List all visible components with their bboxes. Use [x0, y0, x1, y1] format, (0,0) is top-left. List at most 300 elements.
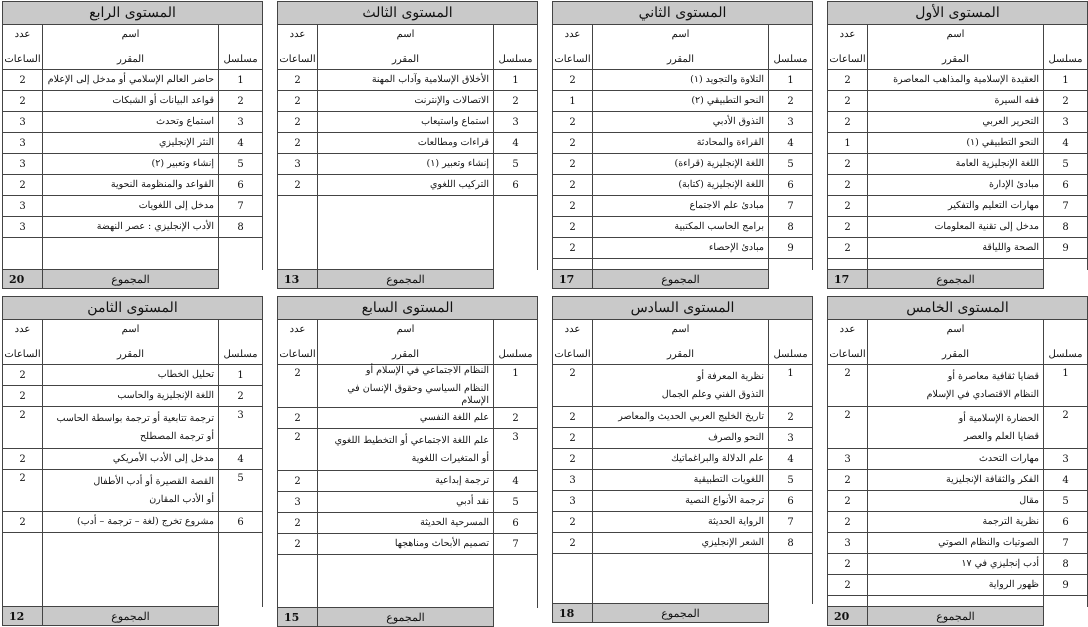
hours-header-bottom: الساعات	[4, 54, 41, 65]
course-name	[593, 533, 769, 554]
total-hours: 12	[3, 607, 43, 626]
course-name	[318, 70, 494, 91]
table-row	[828, 196, 1088, 217]
course-serial: 5	[1044, 491, 1088, 512]
total-spacer	[769, 270, 813, 289]
table-row	[3, 386, 263, 407]
course-name	[868, 91, 1044, 112]
course-name-line1: تاريخ الخليج العربي الحديث والمعاصر	[618, 411, 764, 422]
course-hours: 2	[278, 365, 318, 408]
course-name	[868, 512, 1044, 533]
courses-table	[277, 1, 538, 289]
serial-header	[1044, 25, 1088, 70]
course-serial: 3	[494, 429, 538, 471]
course-hours: 2	[553, 365, 593, 407]
course-header-top: اسم	[396, 29, 415, 40]
total-row	[553, 270, 813, 289]
course-hours: 2	[828, 91, 868, 112]
course-serial: 1	[769, 70, 813, 91]
course-name	[318, 408, 494, 429]
course-name-line1: استماع واستيعاب	[421, 116, 489, 127]
course-serial: 4	[769, 133, 813, 154]
hours-header-top: عدد	[839, 324, 856, 335]
course-name	[868, 154, 1044, 175]
course-serial: 2	[219, 91, 263, 112]
course-serial: 6	[494, 175, 538, 196]
level-7-table	[277, 296, 537, 627]
level-title: المستوى السابع	[278, 297, 538, 320]
course-name	[318, 492, 494, 513]
course-hours: 3	[553, 470, 593, 491]
course-header	[318, 25, 494, 70]
course-serial: 5	[494, 492, 538, 513]
course-name	[43, 217, 219, 238]
course-name	[868, 554, 1044, 575]
course-serial: 5	[769, 154, 813, 175]
table-row	[553, 512, 813, 533]
course-hours: 3	[3, 133, 43, 154]
course-serial: 3	[494, 112, 538, 133]
course-name-line1: ترجمة الأنواع النصية	[685, 495, 764, 506]
course-name	[43, 365, 219, 386]
serial-header	[494, 25, 538, 70]
course-name-line2: قضايا العلم والعصر	[963, 430, 1039, 442]
table-row	[278, 513, 538, 534]
course-name-line1: مدخل إلى الأدب الأمريكي	[112, 453, 214, 464]
level-title: المستوى الثامن	[3, 297, 263, 320]
course-serial: 2	[1044, 91, 1088, 112]
serial-header-label: مسلسل	[773, 349, 808, 360]
course-hours: 2	[553, 196, 593, 217]
course-name-line1: الشعر الإنجليزي	[701, 537, 764, 548]
course-header-top: اسم	[671, 324, 690, 335]
table-row	[278, 492, 538, 513]
table-row	[553, 428, 813, 449]
course-serial: 6	[1044, 512, 1088, 533]
total-hours: 15	[278, 608, 318, 627]
course-name	[593, 112, 769, 133]
course-name-line1: قضايا ثقافية معاصرة أو	[947, 370, 1039, 382]
level-title: المستوى الرابع	[3, 2, 263, 25]
course-serial: 4	[769, 449, 813, 470]
course-name-line1: علم اللغة النفسي	[419, 412, 489, 423]
table-row	[278, 112, 538, 133]
table-row	[553, 112, 813, 133]
course-name	[593, 217, 769, 238]
course-serial: 5	[494, 154, 538, 175]
course-serial: 7	[769, 196, 813, 217]
serial-header	[769, 25, 813, 70]
course-header-bottom: المقرر	[116, 54, 144, 65]
course-serial: 4	[219, 449, 263, 470]
course-name	[318, 429, 494, 471]
table-row	[553, 491, 813, 512]
serial-header	[219, 320, 263, 365]
course-name-line1: الصوتيات والنظام الصوتي	[938, 537, 1039, 548]
course-name	[593, 70, 769, 91]
course-header	[593, 320, 769, 365]
level-title: المستوى الثالث	[278, 2, 538, 25]
course-name-line1: اللغة الإنجليزية العامة	[955, 158, 1039, 169]
course-name-line1: اللغة الإنجليزية (قراءة)	[674, 158, 764, 169]
total-hours: 18	[553, 604, 593, 623]
courses-table	[552, 1, 813, 289]
table-row	[3, 407, 263, 449]
course-name-line1: نظرية الترجمة	[982, 516, 1039, 527]
course-name	[868, 533, 1044, 554]
table-row	[553, 196, 813, 217]
course-name	[868, 470, 1044, 491]
course-hours: 2	[828, 575, 868, 596]
course-hours: 3	[278, 154, 318, 175]
total-label: المجموع	[868, 270, 1044, 289]
level-title: المستوى الثاني	[553, 2, 813, 25]
course-header-top: اسم	[121, 324, 140, 335]
course-name	[593, 365, 769, 407]
course-name-line2: النظام السياسي وحقوق الإنسان في الإسلام	[347, 383, 489, 406]
course-serial: 3	[1044, 449, 1088, 470]
course-serial: 8	[1044, 217, 1088, 238]
course-hours: 2	[278, 471, 318, 492]
hours-header-top: عدد	[289, 29, 306, 40]
table-row	[828, 112, 1088, 133]
course-name-line1: الاتصالات والإنترنت	[414, 95, 489, 106]
course-name-line1: الصحة واللياقة	[982, 242, 1039, 253]
course-serial: 7	[769, 512, 813, 533]
course-name	[593, 154, 769, 175]
course-hours: 2	[828, 491, 868, 512]
course-name-line1: مهارات التعليم والتفكير	[947, 200, 1039, 211]
course-name	[43, 91, 219, 112]
table-row	[828, 533, 1088, 554]
total-hours: 17	[828, 270, 868, 289]
courses-table	[277, 296, 538, 627]
table-row	[828, 133, 1088, 154]
course-hours: 2	[278, 408, 318, 429]
course-header-bottom: المقرر	[666, 349, 694, 360]
course-name	[593, 133, 769, 154]
table-row	[278, 133, 538, 154]
course-name	[318, 133, 494, 154]
course-name-line1: مدخل إلى اللغويات	[138, 200, 214, 211]
course-serial: 5	[219, 154, 263, 175]
table-row	[828, 554, 1088, 575]
course-name	[43, 112, 219, 133]
course-hours: 3	[828, 533, 868, 554]
level-8-table	[2, 296, 262, 626]
course-header-top: اسم	[396, 324, 415, 335]
hours-header	[828, 320, 868, 365]
course-name	[868, 407, 1044, 449]
course-name-line1: تصميم الأبحاث ومناهجها	[394, 538, 489, 549]
course-name-line1: مهارات التحدث	[978, 453, 1039, 464]
course-name-line1: مقال	[1019, 495, 1039, 506]
total-spacer	[769, 604, 813, 623]
course-name-line1: استماع وتحدث	[156, 116, 214, 127]
course-hours: 2	[828, 112, 868, 133]
course-hours: 3	[3, 196, 43, 217]
course-hours: 2	[278, 513, 318, 534]
course-serial: 1	[1044, 365, 1088, 407]
course-name-line1: ظهور الرواية	[988, 579, 1039, 590]
course-serial: 6	[1044, 175, 1088, 196]
course-serial: 7	[1044, 196, 1088, 217]
course-name-line1: مبادئ علم الاجتماع	[689, 200, 764, 211]
total-label: المجموع	[43, 270, 219, 289]
course-name-line1: حاضر العالم الإسلامي أو مدخل إلى الإعلام	[47, 74, 214, 85]
course-header	[43, 320, 219, 365]
course-name	[868, 491, 1044, 512]
course-serial: 4	[494, 133, 538, 154]
course-serial: 6	[769, 491, 813, 512]
course-hours: 2	[828, 70, 868, 91]
course-name-line1: المسرحية الحديثة	[420, 517, 489, 528]
course-header-top: اسم	[946, 29, 965, 40]
total-row	[828, 607, 1088, 626]
courses-table	[552, 296, 813, 623]
course-name-line2: التذوق الفني وعلم الجمال	[661, 388, 764, 400]
course-name-line1: النحو التطبيقي (١)	[966, 137, 1039, 148]
course-hours: 2	[553, 133, 593, 154]
course-serial: 3	[769, 112, 813, 133]
course-hours: 2	[3, 91, 43, 112]
course-serial: 4	[219, 133, 263, 154]
course-hours: 2	[553, 407, 593, 428]
course-hours: 2	[278, 133, 318, 154]
table-row	[3, 449, 263, 470]
course-hours: 2	[553, 175, 593, 196]
course-hours: 2	[3, 386, 43, 407]
course-name	[43, 133, 219, 154]
table-row	[278, 365, 538, 408]
table-row	[278, 429, 538, 471]
course-name	[868, 575, 1044, 596]
table-row	[553, 154, 813, 175]
course-name-line1: التحرير العربي	[982, 116, 1039, 127]
course-name-line1: الأدب الإنجليزي : عصر النهضة	[96, 221, 214, 232]
course-header	[868, 320, 1044, 365]
course-name-line1: نظرية المعرفة أو	[696, 370, 764, 382]
course-header-bottom: المقرر	[941, 349, 969, 360]
course-name	[43, 449, 219, 470]
hours-header-bottom: الساعات	[279, 349, 316, 360]
course-serial: 1	[769, 365, 813, 407]
course-name-line1: تحليل الخطاب	[157, 369, 214, 380]
course-name	[593, 470, 769, 491]
course-name	[593, 491, 769, 512]
course-name	[318, 471, 494, 492]
table-row	[828, 449, 1088, 470]
total-label: المجموع	[43, 607, 219, 626]
serial-header-label: مسلسل	[1048, 349, 1083, 360]
course-hours: 2	[553, 449, 593, 470]
total-spacer	[219, 270, 263, 289]
course-name-line2: أو المتغيرات اللغوية	[411, 452, 489, 464]
total-spacer	[219, 607, 263, 626]
course-header-bottom: المقرر	[116, 349, 144, 360]
course-name	[43, 175, 219, 196]
course-name-line1: الفكر والثقافة الإنجليزية	[945, 474, 1039, 485]
table-row	[3, 217, 263, 238]
table-row	[3, 133, 263, 154]
course-serial: 4	[494, 471, 538, 492]
serial-header-label: مسلسل	[498, 349, 533, 360]
hours-header	[278, 320, 318, 365]
course-hours: 2	[553, 112, 593, 133]
table-row	[278, 175, 538, 196]
course-serial: 3	[769, 428, 813, 449]
table-row	[553, 133, 813, 154]
course-name	[43, 407, 219, 449]
table-row	[553, 449, 813, 470]
table-row	[828, 512, 1088, 533]
serial-header-label: مسلسل	[223, 349, 258, 360]
serial-header-label: مسلسل	[498, 54, 533, 65]
course-hours: 2	[553, 238, 593, 259]
course-serial: 9	[769, 238, 813, 259]
serial-header-label: مسلسل	[1048, 54, 1083, 65]
hours-header-bottom: الساعات	[829, 54, 866, 65]
course-name	[593, 512, 769, 533]
course-hours: 2	[553, 533, 593, 554]
serial-header	[219, 25, 263, 70]
course-name-line1: اللغة الإنجليزية والحاسب	[117, 390, 214, 401]
course-hours: 2	[3, 449, 43, 470]
total-hours: 17	[553, 270, 593, 289]
course-name	[868, 70, 1044, 91]
course-name-line2: أو ترجمة المصطلح	[140, 430, 214, 442]
course-name	[318, 154, 494, 175]
course-name	[868, 449, 1044, 470]
table-row	[828, 154, 1088, 175]
course-name-line1: الحضارة الإسلامية أو	[958, 412, 1039, 424]
hours-header-bottom: الساعات	[554, 349, 591, 360]
courses-table	[827, 296, 1088, 626]
table-row	[828, 575, 1088, 596]
course-name	[593, 91, 769, 112]
course-hours: 2	[3, 175, 43, 196]
course-name	[868, 217, 1044, 238]
table-row	[828, 470, 1088, 491]
level-1-table	[827, 1, 1087, 289]
course-hours: 2	[828, 365, 868, 407]
hours-header	[3, 320, 43, 365]
table-row	[3, 512, 263, 533]
course-header-bottom: المقرر	[391, 349, 419, 360]
course-name-line1: التذوق الأدبي	[712, 116, 764, 127]
table-row	[828, 491, 1088, 512]
level-title: المستوى الخامس	[828, 297, 1088, 320]
hours-header-bottom: الساعات	[279, 54, 316, 65]
course-name-line1: مشروع تخرج (لغة – ترجمة – أدب)	[77, 516, 214, 527]
hours-header	[553, 25, 593, 70]
total-spacer	[494, 270, 538, 289]
course-hours: 2	[828, 238, 868, 259]
serial-header	[769, 320, 813, 365]
course-name	[868, 133, 1044, 154]
course-hours: 2	[3, 407, 43, 449]
course-serial: 1	[494, 365, 538, 408]
level-title: المستوى الأول	[828, 2, 1088, 25]
table-row	[278, 534, 538, 555]
course-name-line1: النثر الإنجليزي	[158, 137, 214, 148]
course-name	[868, 112, 1044, 133]
table-row	[553, 70, 813, 91]
level-6-table	[552, 296, 812, 623]
hours-header-bottom: الساعات	[554, 54, 591, 65]
course-name-line1: فقه السيرة	[994, 95, 1039, 106]
course-hours: 2	[553, 70, 593, 91]
course-name	[318, 513, 494, 534]
hours-header	[3, 25, 43, 70]
course-hours: 2	[278, 534, 318, 555]
courses-table	[827, 1, 1088, 289]
total-label: المجموع	[318, 608, 494, 627]
course-serial: 3	[219, 112, 263, 133]
hours-header	[553, 320, 593, 365]
course-name	[318, 534, 494, 555]
course-serial: 9	[1044, 575, 1088, 596]
course-name	[43, 470, 219, 512]
course-name-line1: القراءة والمحادثة	[696, 137, 764, 148]
course-name	[593, 196, 769, 217]
table-row	[3, 70, 263, 91]
course-hours: 1	[553, 91, 593, 112]
table-row	[553, 91, 813, 112]
table-row	[553, 217, 813, 238]
level-3-table	[277, 1, 537, 289]
level-title: المستوى السادس	[553, 297, 813, 320]
hours-header-top: عدد	[839, 29, 856, 40]
course-name	[868, 238, 1044, 259]
table-row	[278, 70, 538, 91]
total-row	[278, 608, 538, 627]
course-serial: 1	[494, 70, 538, 91]
course-name	[318, 91, 494, 112]
hours-header-top: عدد	[564, 324, 581, 335]
hours-header-bottom: الساعات	[829, 349, 866, 360]
course-name	[593, 175, 769, 196]
course-name	[868, 196, 1044, 217]
courses-table	[2, 1, 263, 289]
course-name	[318, 175, 494, 196]
course-header-top: اسم	[671, 29, 690, 40]
course-serial: 7	[219, 196, 263, 217]
table-row	[3, 175, 263, 196]
course-name	[43, 196, 219, 217]
course-name-line1: العقيدة الإسلامية والمذاهب المعاصرة	[893, 74, 1039, 85]
course-name	[43, 154, 219, 175]
course-hours: 2	[828, 470, 868, 491]
hours-header-top: عدد	[14, 29, 31, 40]
course-serial: 6	[219, 512, 263, 533]
course-hours: 2	[828, 407, 868, 449]
table-row	[3, 154, 263, 175]
course-serial: 5	[219, 470, 263, 512]
table-row	[828, 217, 1088, 238]
total-hours: 13	[278, 270, 318, 289]
table-row	[278, 408, 538, 429]
total-row	[3, 607, 263, 626]
total-row	[278, 270, 538, 289]
table-row	[828, 365, 1088, 407]
course-hours: 2	[3, 365, 43, 386]
table-row	[3, 365, 263, 386]
course-name-line1: مبادئ الإدارة	[988, 179, 1039, 190]
course-serial: 7	[1044, 533, 1088, 554]
course-name-line1: الرواية الحديثة	[707, 516, 764, 527]
course-header-bottom: المقرر	[391, 54, 419, 65]
